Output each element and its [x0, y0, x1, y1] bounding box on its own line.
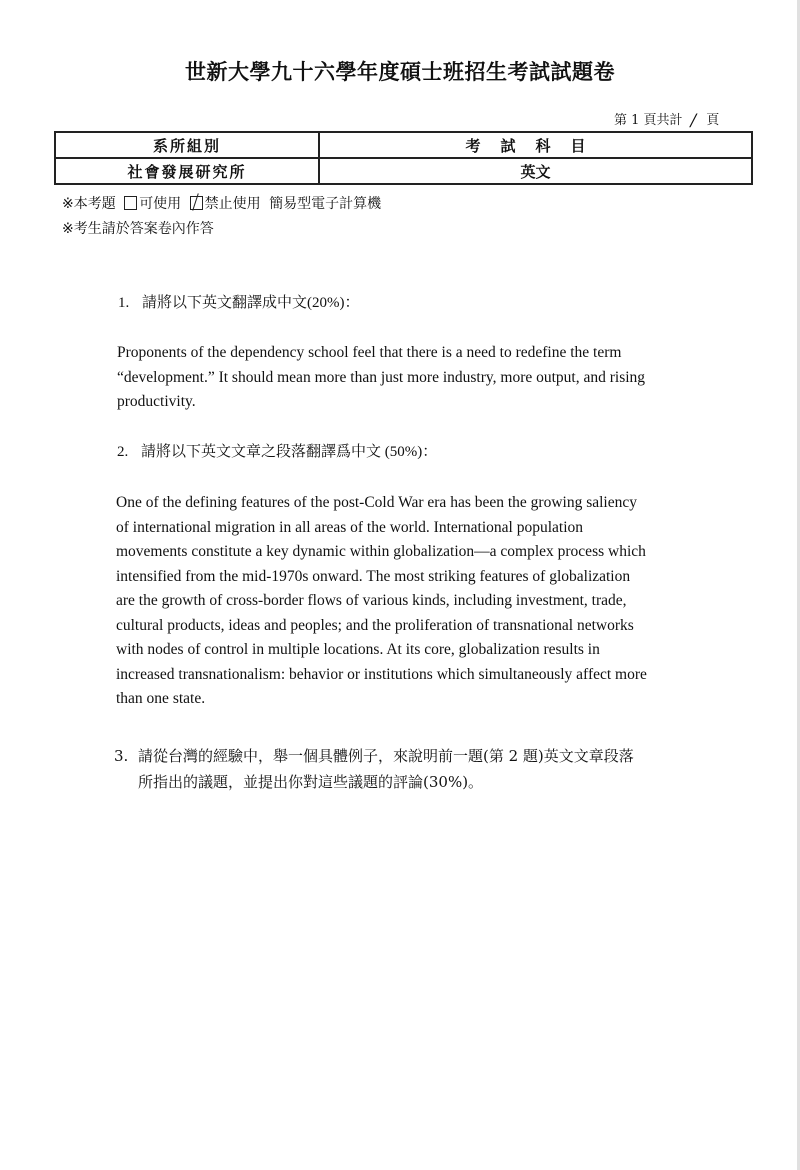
calculator-note-prefix: ※本考題: [62, 196, 116, 212]
passage-line: intensified from the mid-1970s onward. The most striking features of globalization: [116, 567, 631, 585]
passage-line: Proponents of the dependency school feel that there is a need to redefine the term: [117, 344, 622, 361]
page-info-slash: /: [690, 111, 697, 131]
question-3-prompt-line-1: 請從台灣的經驗中，舉一個具體例子，來說明前一題(第 2 題)英文文章段落: [138, 747, 634, 765]
question-3-prompt-line-2: 所指出的議題，並提出你對這些議題的評論(30%)。: [138, 773, 484, 791]
question-3: [114, 743, 634, 795]
calculator-note: [62, 193, 381, 213]
question-2-prompt: 請將以下英文文章之段落翻譯爲中文 (50%)：: [141, 444, 438, 460]
passage-line: with nodes of control in multiple locations. At its core, globalization results in: [116, 641, 600, 658]
question-3-line-1: [114, 743, 634, 769]
subject-label-cell: 考試科目: [319, 132, 752, 158]
question-2-number: 2.: [117, 444, 129, 460]
page-info: [614, 109, 719, 131]
calculator-note-suffix: 簡易型電子計算機: [269, 196, 382, 212]
passage-line: increased transnationalism: behavior or institutions which simultaneously affect more: [116, 665, 647, 683]
passage-line: cultural products, ideas and peoples; and the proliferation of transnational networks: [116, 616, 634, 634]
question-2-passage: [116, 491, 647, 712]
calculator-allowed-checkbox[interactable]: [124, 196, 137, 210]
passage-line: productivity.: [117, 393, 196, 410]
passage-line: “development.” It should mean more than just more industry, more output, and rising: [117, 368, 646, 386]
calculator-forbidden-checkbox[interactable]: [190, 196, 203, 210]
calculator-forbidden-label: 禁止使用: [204, 196, 261, 212]
passage-line: are the growth of cross-border flows of various kinds, including investment, trade,: [116, 592, 627, 609]
subject-value-cell: 英文: [319, 158, 752, 184]
passage-line: of international migration in all areas of the world. International population: [116, 518, 584, 536]
question-1-prompt: 請將以下英文翻譯成中文(20%)：: [142, 295, 360, 311]
passage-line: One of the defining features of the post-Cold War era has been the growing saliency: [116, 494, 637, 511]
question-2: [117, 440, 437, 461]
passage-line: than one state.: [116, 690, 206, 707]
question-1: [118, 291, 360, 312]
exam-title: 世新大學九十六學年度碩士班招生考試試題卷: [185, 59, 615, 84]
calculator-allowed-label: 可使用: [139, 196, 182, 212]
passage-line: movements constitute a key dynamic within globalization—a complex process which: [116, 543, 646, 560]
question-1-number: 1.: [118, 295, 130, 311]
dept-value-cell: 社會發展研究所: [55, 158, 319, 184]
dept-label-cell: 系所組別: [55, 132, 319, 158]
exam-header-table: [54, 131, 753, 185]
page-info-prefix: 第 1 頁共計: [614, 113, 683, 128]
question-3-number: 3.: [114, 747, 129, 765]
answer-note: ※考生請於答案卷內作答: [62, 221, 214, 237]
question-1-passage: [117, 341, 645, 415]
page-info-suffix: 頁: [706, 113, 720, 128]
